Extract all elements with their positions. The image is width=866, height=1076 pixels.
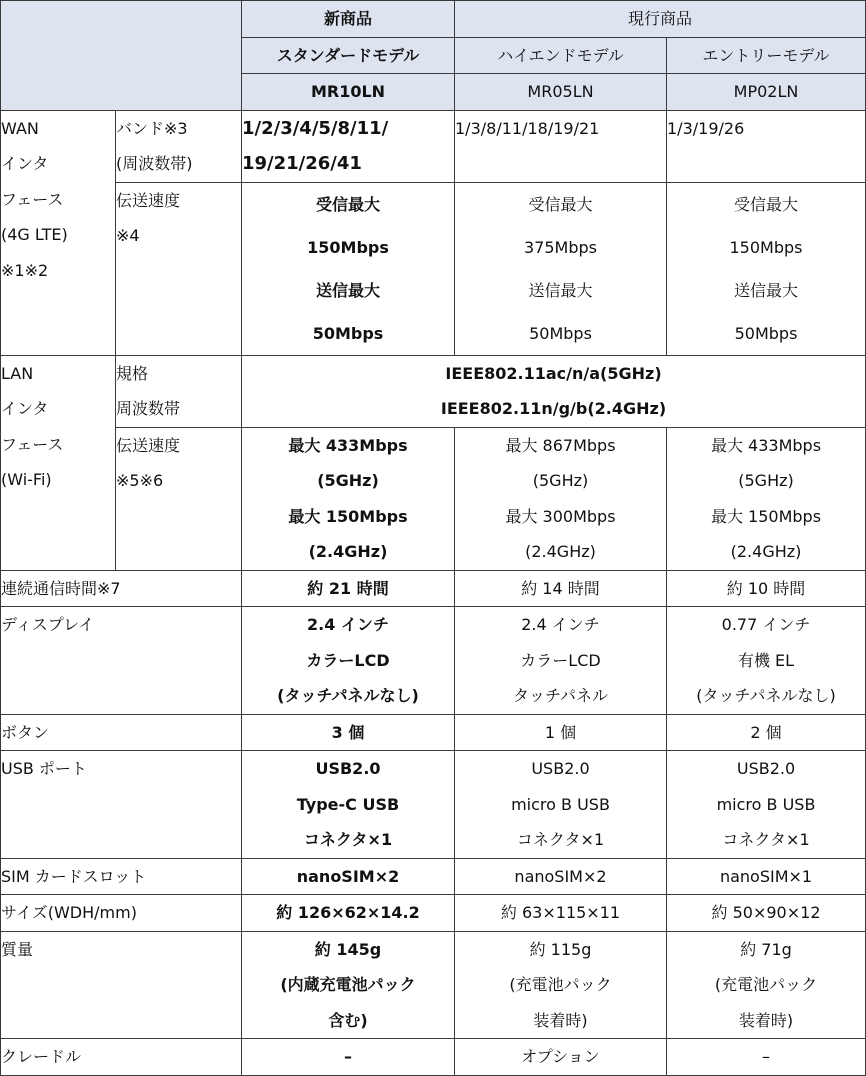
usb-value: USB2.0 micro B USB コネクタ×1 bbox=[667, 751, 866, 859]
cradle-value: – bbox=[667, 1039, 866, 1076]
lan-standard-value: IEEE802.11ac/n/a(5GHz) IEEE802.11n/g/b(2.4GHz) bbox=[242, 355, 866, 427]
sim-value: nanoSIM×2 bbox=[455, 858, 667, 895]
weight-value: 約 115g (充電池パック 装着時) bbox=[455, 931, 667, 1039]
header-current-products: 現行商品 bbox=[455, 1, 866, 38]
buttons-value: 3 個 bbox=[242, 714, 455, 751]
display-value: 0.77 インチ 有機 EL (タッチパネルなし) bbox=[667, 607, 866, 715]
weight-value: 約 71g (充電池パック 装着時) bbox=[667, 931, 866, 1039]
sim-label: SIM カードスロット bbox=[1, 858, 242, 895]
header-model-type: エントリーモデル bbox=[667, 37, 866, 74]
weight-value: 約 145g (内蔵充電池パック 含む) bbox=[242, 931, 455, 1039]
continuous-time-label: 連続通信時間※7 bbox=[1, 570, 242, 607]
header-model-type: スタンダードモデル bbox=[242, 37, 455, 74]
header-model-code: MR10LN bbox=[242, 74, 455, 111]
continuous-time-value: 約 10 時間 bbox=[667, 570, 866, 607]
wan-band-row bbox=[1, 110, 866, 182]
cradle-label: クレードル bbox=[1, 1039, 242, 1076]
band-value: 1/3/8/11/18/19/21 bbox=[455, 110, 667, 182]
weight-row bbox=[1, 931, 866, 1039]
wan-speed-value: 受信最大 375Mbps 送信最大 50Mbps bbox=[455, 182, 667, 355]
lan-speed-value: 最大 867Mbps (5GHz) 最大 300Mbps (2.4GHz) bbox=[455, 427, 667, 570]
lan-standard-label: 規格 周波数帯 bbox=[116, 355, 242, 427]
cradle-row bbox=[1, 1039, 866, 1076]
wan-speed-row bbox=[1, 182, 866, 355]
display-label: ディスプレイ bbox=[1, 607, 242, 715]
size-label: サイズ(WDH/mm) bbox=[1, 895, 242, 932]
buttons-row bbox=[1, 714, 866, 751]
lan-speed-value: 最大 433Mbps (5GHz) 最大 150Mbps (2.4GHz) bbox=[242, 427, 455, 570]
band-value: 1/3/19/26 bbox=[667, 110, 866, 182]
cradle-value: – bbox=[242, 1039, 455, 1076]
size-value: 約 63×115×11 bbox=[455, 895, 667, 932]
display-value: 2.4 インチ カラーLCD タッチパネル bbox=[455, 607, 667, 715]
header-new-product: 新商品 bbox=[242, 1, 455, 38]
wan-speed-value: 受信最大 150Mbps 送信最大 50Mbps bbox=[242, 182, 455, 355]
continuous-time-value: 約 21 時間 bbox=[242, 570, 455, 607]
header-model-code: MR05LN bbox=[455, 74, 667, 111]
display-value: 2.4 インチ カラーLCD (タッチパネルなし) bbox=[242, 607, 455, 715]
lan-speed-value: 最大 433Mbps (5GHz) 最大 150Mbps (2.4GHz) bbox=[667, 427, 866, 570]
cradle-value: オプション bbox=[455, 1039, 667, 1076]
wan-speed-value: 受信最大 150Mbps 送信最大 50Mbps bbox=[667, 182, 866, 355]
band-label: バンド※3 (周波数帯) bbox=[116, 110, 242, 182]
size-value: 約 126×62×14.2 bbox=[242, 895, 455, 932]
usb-value: USB2.0 Type-C USB コネクタ×1 bbox=[242, 751, 455, 859]
usb-row bbox=[1, 751, 866, 859]
sim-value: nanoSIM×1 bbox=[667, 858, 866, 895]
wan-label: WAN インタ フェース (4G LTE) ※1※2 bbox=[1, 110, 116, 355]
continuous-time-value: 約 14 時間 bbox=[455, 570, 667, 607]
continuous-time-row bbox=[1, 570, 866, 607]
usb-value: USB2.0 micro B USB コネクタ×1 bbox=[455, 751, 667, 859]
lan-speed-label: 伝送速度 ※5※6 bbox=[116, 427, 242, 570]
lan-standard-row bbox=[1, 355, 866, 427]
sim-value: nanoSIM×2 bbox=[242, 858, 455, 895]
header-row-1 bbox=[1, 1, 866, 38]
lan-label: LAN インタ フェース (Wi-Fi) bbox=[1, 355, 116, 570]
band-value: 1/2/3/4/5/8/11/ 19/21/26/41 bbox=[242, 110, 455, 182]
header-model-type: ハイエンドモデル bbox=[455, 37, 667, 74]
usb-label: USB ポート bbox=[1, 751, 242, 859]
wan-speed-label: 伝送速度 ※4 bbox=[116, 182, 242, 355]
header-corner bbox=[1, 1, 242, 111]
buttons-value: 1 個 bbox=[455, 714, 667, 751]
weight-label: 質量 bbox=[1, 931, 242, 1039]
display-row bbox=[1, 607, 866, 715]
header-model-code: MP02LN bbox=[667, 74, 866, 111]
sim-row bbox=[1, 858, 866, 895]
buttons-value: 2 個 bbox=[667, 714, 866, 751]
size-row bbox=[1, 895, 866, 932]
lan-speed-row bbox=[1, 427, 866, 570]
buttons-label: ボタン bbox=[1, 714, 242, 751]
size-value: 約 50×90×12 bbox=[667, 895, 866, 932]
